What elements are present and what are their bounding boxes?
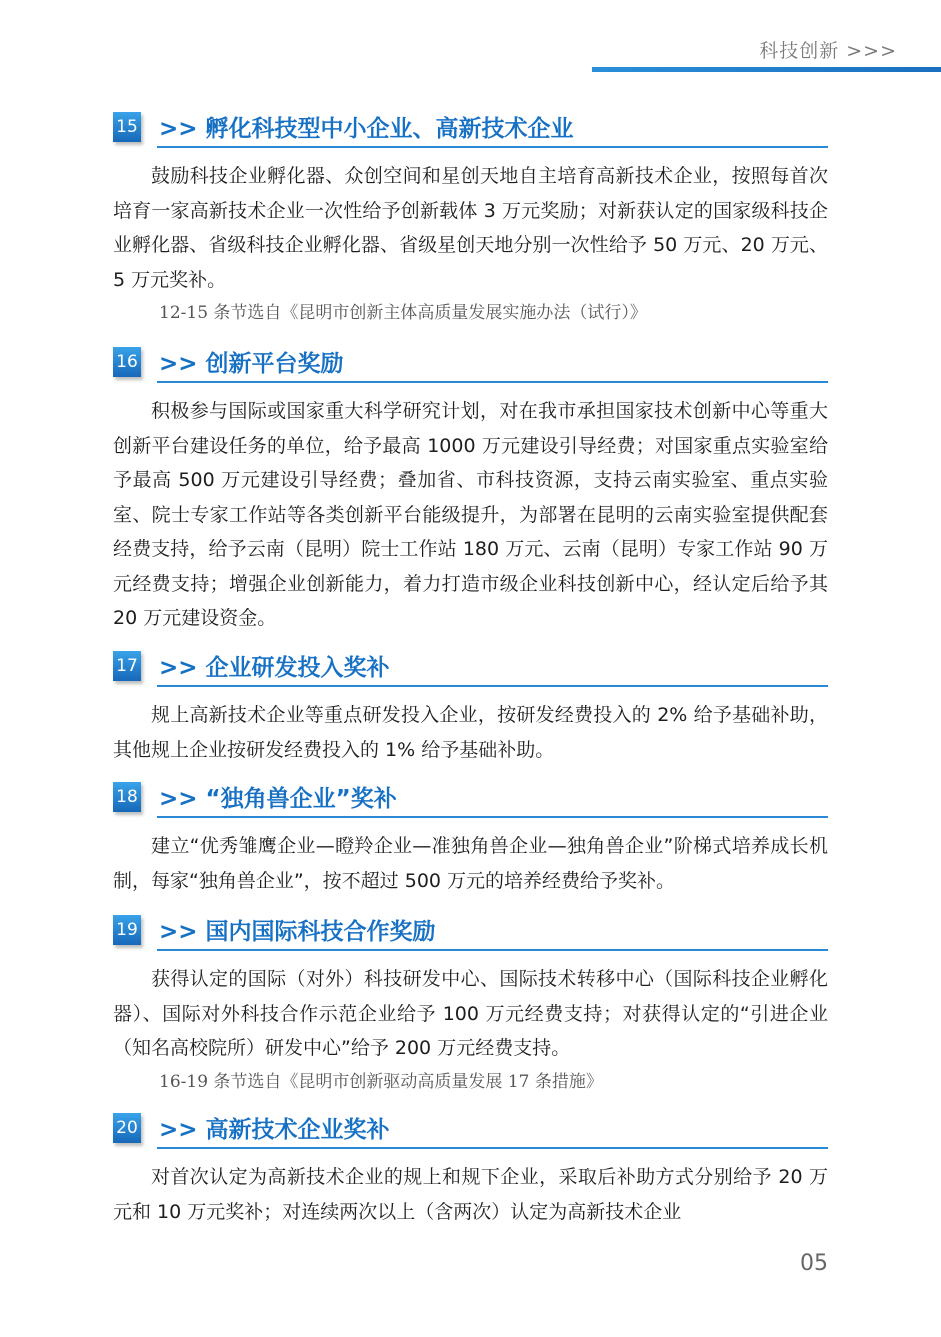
section-body: 规上高新技术企业等重点研发投入企业，按研发经费投入的 2% 给予基础补助，其他规上企业按研发经费投入的 1% 给予基础补助。 [113, 704, 828, 761]
section-20 [113, 1109, 828, 1229]
section-heading [113, 911, 828, 953]
section-heading [113, 778, 828, 820]
section-underline [157, 146, 828, 148]
section-16 [113, 343, 828, 636]
section-underline [157, 685, 828, 687]
section-body: 鼓励科技企业孵化器、众创空间和星创天地自主培育高新技术企业，按照每首次培育一家高新技术企业一次性给予创新载体 3 万元奖励；对新获认定的国家级科技企业孵化器、省级科技企业孵化器、省级星创天地分别一次性给予 50 万元、20 万元、5 万元奖补。 [113, 165, 828, 291]
section-title: >> 创新平台奖励 [159, 351, 344, 377]
header-accent-rule [592, 67, 941, 72]
section-title: >> 孵化科技型中小企业、高新技术企业 [159, 116, 574, 142]
section-number-badge: 15 [113, 112, 141, 142]
section-body: 积极参与国际或国家重大科学研究计划，对在我市承担国家技术创新中心等重大创新平台建设任务的单位，给予最高 1000 万元建设引导经费；对国家重点实验室给予最高 500 万元建设引导经费；叠加省、市科技资源，支持云南实验室、重点实验室、院士专家工作站等各类创新平台能级提升，为部署在昆明的云南实验室提供配套经费支持，给予云南（昆明）院士工作站 180 万元、云南（昆明）专家工作站 90 万元经费支持；增强企业创新能力，着力打造市级企业科技创新中心，经认定后给予其 20 万元建设资金。 [113, 400, 828, 629]
section-heading [113, 108, 828, 150]
page-number: 05 [800, 1251, 828, 1276]
section-number-badge: 17 [113, 651, 141, 681]
section-title: >> 企业研发投入奖补 [159, 655, 390, 681]
section-underline [157, 1147, 828, 1149]
section-underline [157, 949, 828, 951]
section-body: 对首次认定为高新技术企业的规上和规下企业，采取后补助方式分别给予 20 万元和 10 万元奖补；对连续两次以上（含两次）认定为高新技术企业 [113, 1166, 828, 1223]
section-title: >> 高新技术企业奖补 [159, 1117, 390, 1143]
source-note: 12-15 条节选自《昆明市创新主体高质量发展实施办法（试行）》 [159, 303, 647, 323]
section-heading [113, 343, 828, 385]
section-number-badge: 18 [113, 782, 141, 812]
source-note: 16-19 条节选自《昆明市创新驱动高质量发展 17 条措施》 [159, 1071, 603, 1092]
section-number-badge: 16 [113, 347, 141, 377]
section-17 [113, 647, 828, 767]
section-number-badge: 20 [113, 1113, 141, 1143]
section-heading [113, 1109, 828, 1151]
section-underline [157, 381, 828, 383]
section-underline [157, 816, 828, 818]
section-body: 建立“优秀雏鹰企业—瞪羚企业—准独角兽企业—独角兽企业”阶梯式培养成长机制，每家“独角兽企业”，按不超过 500 万元的培养经费给予奖补。 [113, 835, 828, 892]
section-title: >> “独角兽企业”奖补 [159, 786, 397, 812]
section-body: 获得认定的国际（对外）科技研发中心、国际技术转移中心（国际科技企业孵化器）、国际对外科技合作示范企业给予 100 万元经费支持；对获得认定的“引进企业（知名高校院所）研发中心”给予 200 万元经费支持。 [113, 968, 828, 1059]
section-heading [113, 647, 828, 689]
section-title: >> 国内国际科技合作奖励 [159, 919, 436, 945]
header-section-label: 科技创新 >>> [759, 40, 897, 62]
section-19 [113, 911, 828, 1096]
section-number-badge: 19 [113, 915, 141, 945]
section-15 [113, 108, 828, 327]
section-18 [113, 778, 828, 898]
